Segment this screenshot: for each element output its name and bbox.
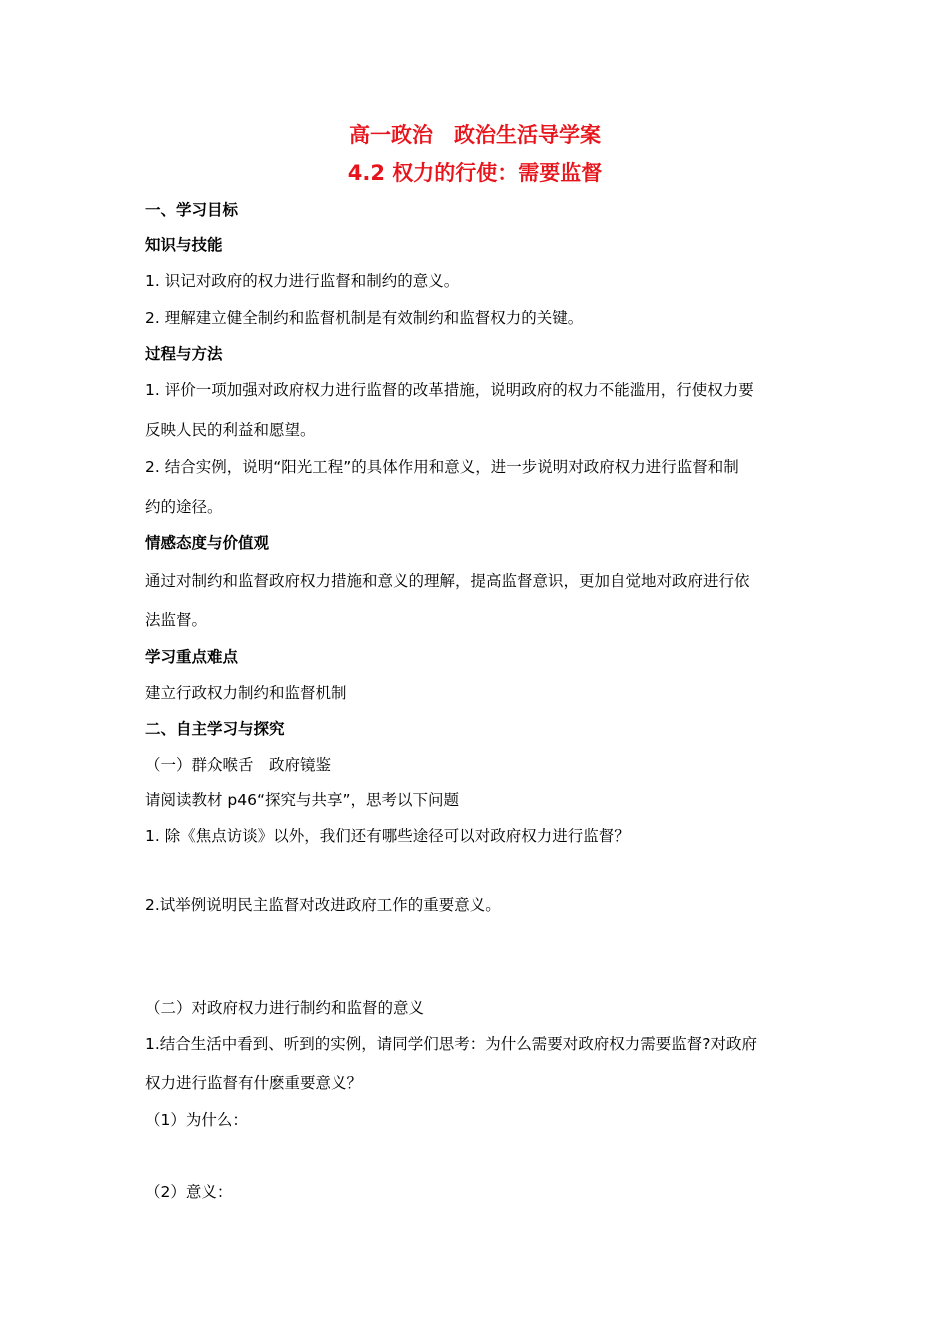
part1-intro: 请阅读教材 p46“探究与共享”，思考以下问题 xyxy=(145,791,460,809)
process-item-1-line1: 1. 评价一项加强对政府权力进行监督的改革措施，说明政府的权力不能滥用，行使权力要 xyxy=(145,381,754,399)
emotion-line1: 通过对制约和监督政府权力措施和意义的理解，提高监督意识，更加自觉地对政府进行依 xyxy=(145,572,750,590)
sub-question-why: （1）为什么： xyxy=(145,1111,248,1129)
section-heading-goals: 一、学习目标 xyxy=(145,201,239,219)
key-points-text: 建立行政权力制约和监督机制 xyxy=(145,684,347,702)
subheading-knowledge: 知识与技能 xyxy=(145,236,223,254)
question-1: 1. 除《焦点访谈》以外，我们还有哪些途径可以对政府权力进行监督？ xyxy=(145,827,630,845)
question-2: 2.试举例说明民主监督对改进政府工作的重要意义。 xyxy=(145,896,501,914)
process-item-2-line2: 约的途径。 xyxy=(145,498,223,516)
subheading-process: 过程与方法 xyxy=(145,345,223,363)
process-item-1-line2: 反映人民的利益和愿望。 xyxy=(145,421,316,439)
subheading-emotion: 情感态度与价值观 xyxy=(145,534,270,552)
subheading-key-points: 学习重点难点 xyxy=(145,648,239,666)
page-title: 高一政治 政治生活导学案 xyxy=(349,123,601,147)
section-heading-self-study: 二、自主学习与探究 xyxy=(145,720,285,738)
sub-question-meaning: （2）意义： xyxy=(145,1183,233,1201)
part1-heading: （一）群众喉舌 政府镜鉴 xyxy=(145,756,332,774)
emotion-line2: 法监督。 xyxy=(145,611,208,629)
part2-question-line1: 1.结合生活中看到、听到的实例，请同学们思考：为什么需要对政府权力需要监督?对政府 xyxy=(145,1035,758,1053)
part2-heading: （二）对政府权力进行制约和监督的意义 xyxy=(145,999,425,1017)
part2-question-line2: 权力进行监督有什麽重要意义？ xyxy=(145,1074,363,1092)
process-item-2-line1: 2. 结合实例，说明“阳光工程”的具体作用和意义，进一步说明对政府权力进行监督和制 xyxy=(145,458,739,476)
page-subtitle: 4.2 权力的行使：需要监督 xyxy=(347,161,603,185)
knowledge-item-1: 1. 识记对政府的权力进行监督和制约的意义。 xyxy=(145,272,460,290)
knowledge-item-2: 2. 理解建立健全制约和监督机制是有效制约和监督权力的关键。 xyxy=(145,309,584,327)
